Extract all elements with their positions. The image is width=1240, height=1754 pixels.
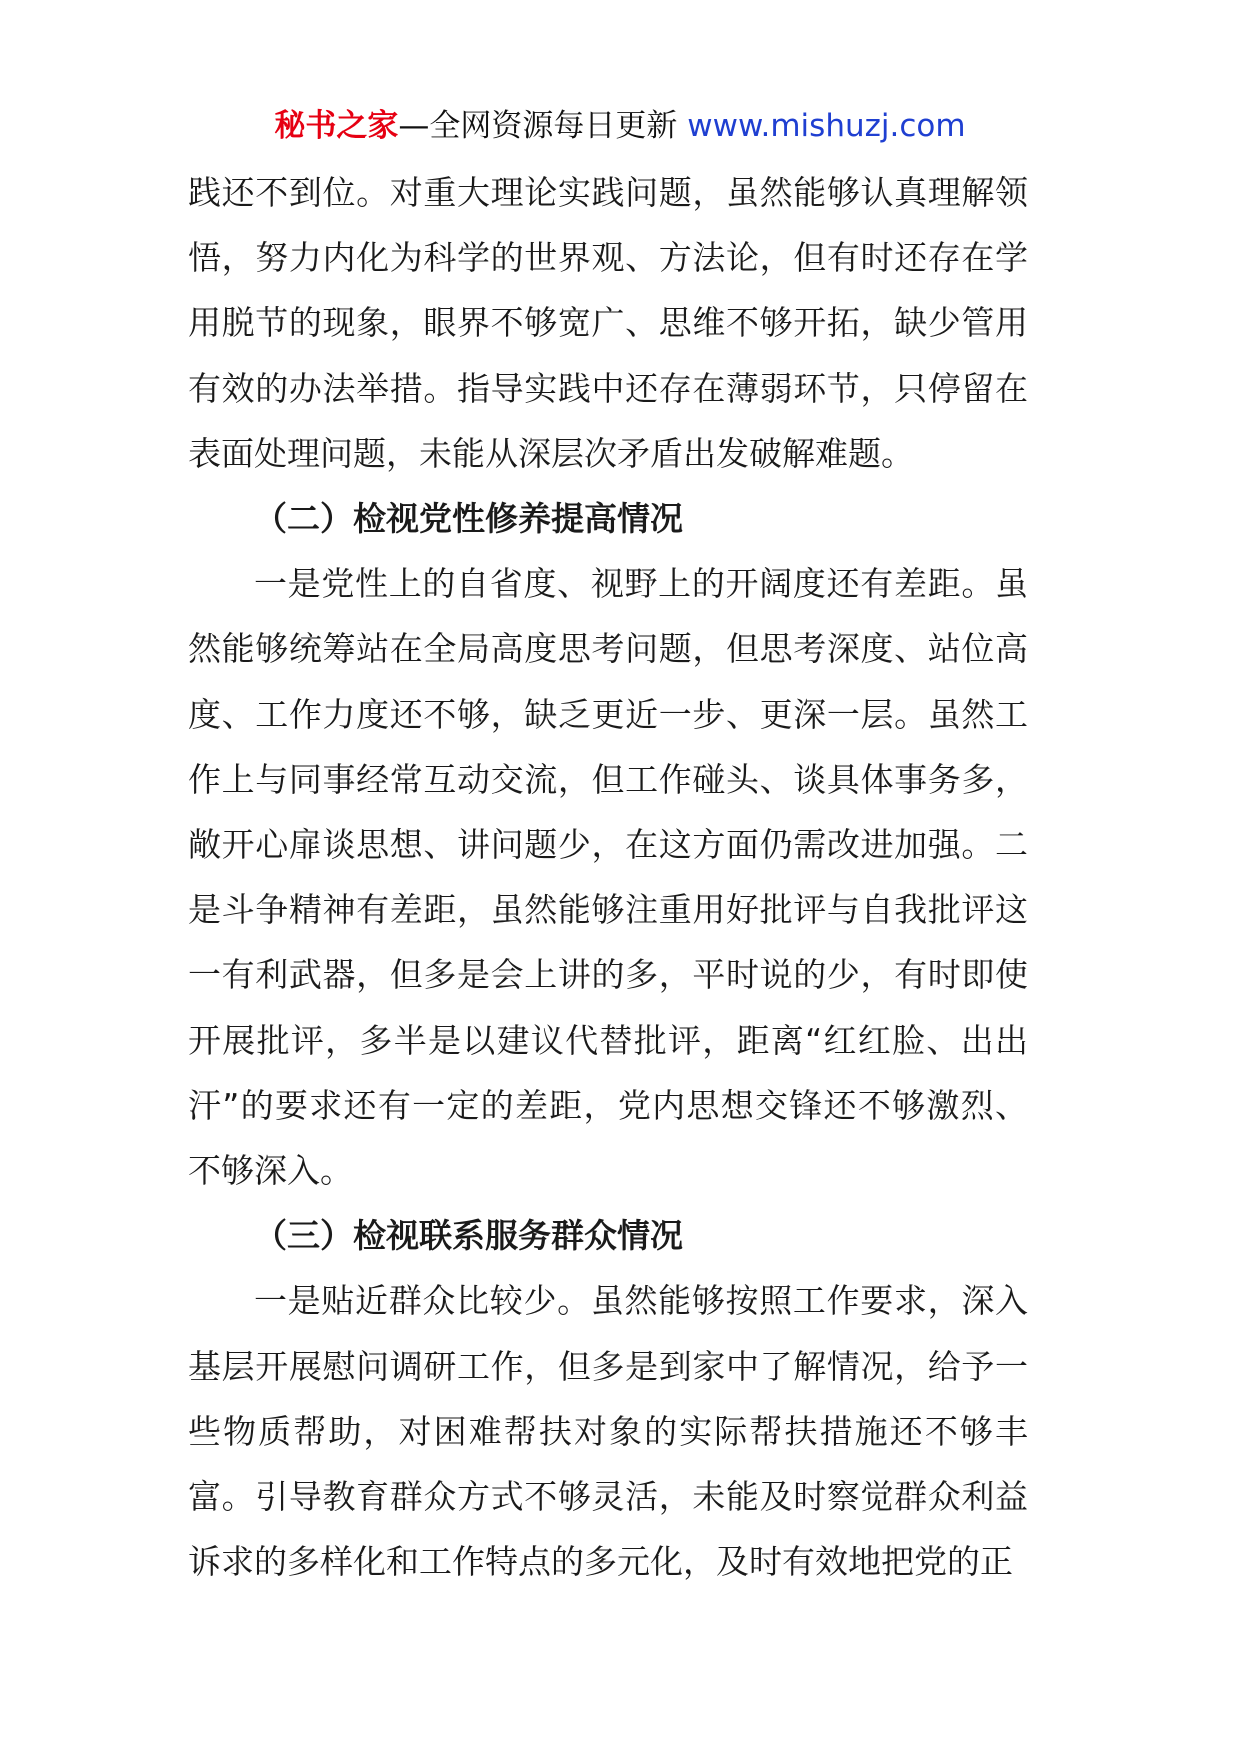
paragraph-serving-masses: 一是贴近群众比较少。虽然能够按照工作要求，深入基层开展慰问调研工作，但多是到家中了解情况，给予一些物质帮助，对困难帮扶对象的实际帮扶措施还不够丰富。引导教育群众方式不够灵活，未能及时察觉群众利益诉求的多样化和工作特点的多元化，及时有效地把党的正 — [188, 1281, 1028, 1582]
header-url-link[interactable]: www.mishuzj.com — [687, 108, 966, 144]
header-brand: 秘书之家 — [274, 108, 399, 144]
page-header — [0, 104, 1240, 148]
section-heading-2: （二）检视党性修养提高情况 — [254, 499, 683, 539]
paragraph-party-spirit: 一是党性上的自省度、视野上的开阔度还有差距。虽然能够统筹站在全局高度思考问题，但思考深度、站位高度、工作力度还不够，缺乏更近一步、更深一层。虽然工作上与同事经常互动交流，但工作碰头、谈具体事务多，敞开心扉谈思想、讲问题少，在这方面仍需改进加强。二是斗争精神有差距，虽然能够注重用好批评与自我批评这一有利武器，但多是会上讲的多，平时说的少，有时即使开展批评，多半是以建议代替批评，距离“红红脸、出出汗”的要求还有一定的差距，党内思想交锋还不够激烈、不够深入。 — [188, 564, 1028, 1191]
section-heading-3: （三）检视联系服务群众情况 — [254, 1216, 683, 1256]
paragraph-continuation: 践还不到位。对重大理论实践问题，虽然能够认真理解领悟，努力内化为科学的世界观、方法论，但有时还存在学用脱节的现象，眼界不够宽广、思维不够开拓，缺少管用有效的办法举措。指导实践中还存在薄弱环节，只停留在表面处理问题，未能从深层次矛盾出发破解难题。 — [188, 173, 1028, 473]
header-slogan: —全网资源每日更新 — [398, 108, 688, 144]
document-body — [188, 160, 1028, 1594]
